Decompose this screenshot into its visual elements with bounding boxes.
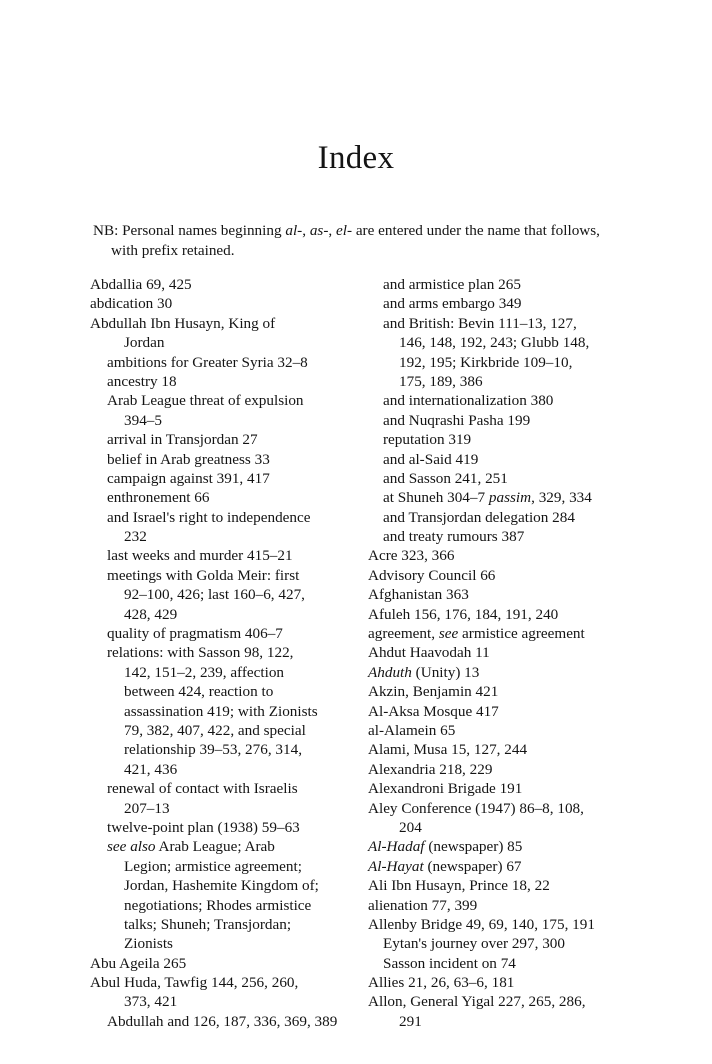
index-entry: Ahdut Haavodah 11	[368, 644, 490, 662]
index-entry: Abdullah Ibn Husayn, King of	[90, 314, 276, 332]
index-entry: Ali Ibn Husayn, Prince 18, 22	[368, 877, 550, 895]
index-subentry: relations: with Sasson 98, 122,	[107, 644, 294, 662]
index-subentry: Arab League threat of expulsion	[107, 392, 304, 410]
index-entry: Advisory Council 66	[368, 566, 496, 584]
index-subentry: and internationalization 380	[383, 392, 554, 410]
index-entry-continuation: 204	[399, 818, 422, 836]
index-note	[93, 221, 633, 260]
index-subentry: and Nuqrashi Pasha 199	[383, 411, 531, 429]
index-subentry: Eytan's journey over 297, 300	[383, 935, 565, 953]
index-subentry: and Transjordan delegation 284	[383, 508, 575, 526]
index-entry: Ahduth (Unity) 13	[368, 663, 480, 681]
index-subentry: reputation 319	[383, 431, 472, 449]
index-entry-continuation: negotiations; Rhodes armistice	[124, 896, 312, 914]
index-subentry: and arms embargo 349	[383, 295, 522, 313]
index-entry: Al-Hadaf (newspaper) 85	[368, 838, 523, 856]
note-line-1: NB: Personal names beginning al-, as-, el- are entered under the name that follows,	[93, 222, 600, 239]
index-entry: Alexandroni Brigade 191	[368, 780, 523, 798]
index-entry: al-Alamein 65	[368, 721, 456, 739]
index-subentry: last weeks and murder 415–21	[107, 547, 293, 565]
index-entry-continuation: 79, 382, 407, 422, and special	[124, 721, 306, 739]
index-entry: agreement, see armistice agreement	[368, 625, 585, 643]
index-entry: Allon, General Yigal 227, 265, 286,	[368, 993, 586, 1011]
index-subentry: and British: Bevin 111–13, 127,	[383, 314, 577, 332]
index-subentry: twelve-point plan (1938) 59–63	[107, 818, 300, 836]
index-subentry: arrival in Transjordan 27	[107, 431, 258, 449]
index-entry-continuation: talks; Shuneh; Transjordan;	[124, 915, 292, 933]
index-subentry: ambitions for Greater Syria 32–8	[107, 353, 308, 371]
index-entry: Afuleh 156, 176, 184, 191, 240	[368, 605, 559, 623]
index-cross-reference: see also Arab League; Arab	[107, 838, 275, 856]
index-entry: alienation 77, 399	[368, 896, 478, 914]
index-entry: Abul Huda, Tawfig 144, 256, 260,	[90, 974, 299, 992]
index-subentry: Abdullah and 126, 187, 336, 369, 389	[107, 1012, 338, 1030]
index-entry: Allies 21, 26, 63–6, 181	[368, 974, 515, 992]
index-entry: Abu Ageila 265	[90, 954, 187, 972]
index-subentry: and armistice plan 265	[383, 276, 521, 293]
index-entry: Alexandria 218, 229	[368, 760, 493, 778]
index-entry-continuation: 421, 436	[124, 760, 178, 778]
page-title: Index	[317, 140, 395, 176]
index-subentry: belief in Arab greatness 33	[107, 450, 270, 468]
index-subentry: renewal of contact with Israelis	[107, 780, 298, 798]
index-subentry: and Sasson 241, 251	[383, 469, 508, 487]
index-entry-continuation: between 424, reaction to	[124, 683, 274, 701]
index-entry-continuation: 428, 429	[124, 605, 178, 623]
index-subentry: and Israel's right to independence	[107, 508, 311, 526]
index-entry: Al-Hayat (newspaper) 67	[368, 857, 522, 875]
index-entry: abdication 30	[90, 295, 173, 313]
index-subentry: Sasson incident on 74	[383, 954, 516, 972]
index-entry-continuation: Jordan	[124, 334, 165, 352]
index-column-right	[368, 275, 658, 1031]
index-subentry: at Shuneh 304–7 passim, 329, 334	[383, 489, 592, 507]
index-entry-continuation: 291	[399, 1012, 422, 1030]
index-entry-continuation: 146, 148, 192, 243; Glubb 148,	[399, 334, 590, 352]
note-line-2: with prefix retained.	[111, 241, 235, 259]
index-entry: Akzin, Benjamin 421	[368, 683, 499, 701]
index-entry-continuation: assassination 419; with Zionists	[124, 702, 318, 720]
index-subentry: enthronement 66	[107, 489, 210, 507]
index-entry-continuation: Zionists	[124, 935, 173, 953]
index-subentry: ancestry 18	[107, 372, 177, 390]
index-subentry: and al-Said 419	[383, 450, 479, 468]
index-subentry: quality of pragmatism 406–7	[107, 625, 283, 643]
index-entry-continuation: relationship 39–53, 276, 314,	[124, 741, 303, 759]
index-subentry: meetings with Golda Meir: first	[107, 566, 300, 584]
index-entry: Allenby Bridge 49, 69, 140, 175, 191	[368, 915, 595, 933]
index-entry-continuation: 232	[124, 528, 147, 546]
index-entry-continuation: 175, 189, 386	[399, 372, 483, 390]
index-entry: Aley Conference (1947) 86–8, 108,	[368, 799, 584, 817]
index-entry-continuation: 192, 195; Kirkbride 109–10,	[399, 353, 573, 371]
index-subentry: and treaty rumours 387	[383, 528, 525, 546]
index-entry-continuation: 373, 421	[124, 993, 178, 1011]
index-entry-continuation: 207–13	[124, 799, 170, 817]
index-entry: Al-Aksa Mosque 417	[368, 702, 499, 720]
index-entry: Alami, Musa 15, 127, 244	[368, 741, 528, 759]
index-entry-continuation: 394–5	[124, 411, 162, 429]
index-entry-continuation: 142, 151–2, 239, affection	[124, 663, 285, 681]
index-column-left	[90, 275, 350, 1031]
index-entry-continuation: Legion; armistice agreement;	[124, 857, 302, 875]
index-subentry: campaign against 391, 417	[107, 469, 270, 487]
index-entry-continuation: 92–100, 426; last 160–6, 427,	[124, 586, 305, 604]
index-entry-continuation: Jordan, Hashemite Kingdom of;	[124, 877, 319, 895]
index-entry: Acre 323, 366	[368, 547, 455, 565]
index-entry: Abdallia 69, 425	[90, 276, 192, 293]
index-entry: Afghanistan 363	[368, 586, 469, 604]
